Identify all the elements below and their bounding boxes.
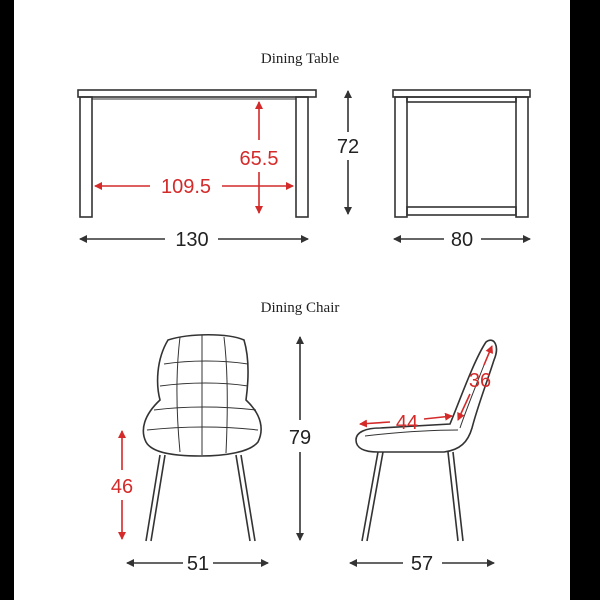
table-title: Dining Table	[260, 51, 340, 67]
back-height-label: 36	[468, 370, 492, 392]
table-depth-label: 80	[450, 229, 474, 251]
seat-height-label: 46	[110, 476, 134, 498]
table-height-label: 72	[336, 136, 360, 158]
chair-front-view	[143, 335, 261, 541]
furniture-dimension-diagram	[14, 0, 570, 600]
chair-width-label: 51	[186, 553, 210, 575]
table-side-view	[393, 90, 530, 217]
diagram-canvas	[14, 0, 570, 600]
chair-height-label: 79	[288, 427, 312, 449]
chair-depth-label: 57	[410, 553, 434, 575]
leg-clearance-label: 65.5	[239, 148, 279, 170]
inner-width-label: 109.5	[160, 176, 212, 198]
table-width-label: 130	[175, 229, 209, 251]
chair-title: Dining Chair	[260, 300, 340, 316]
seat-depth-label: 44	[395, 412, 419, 434]
